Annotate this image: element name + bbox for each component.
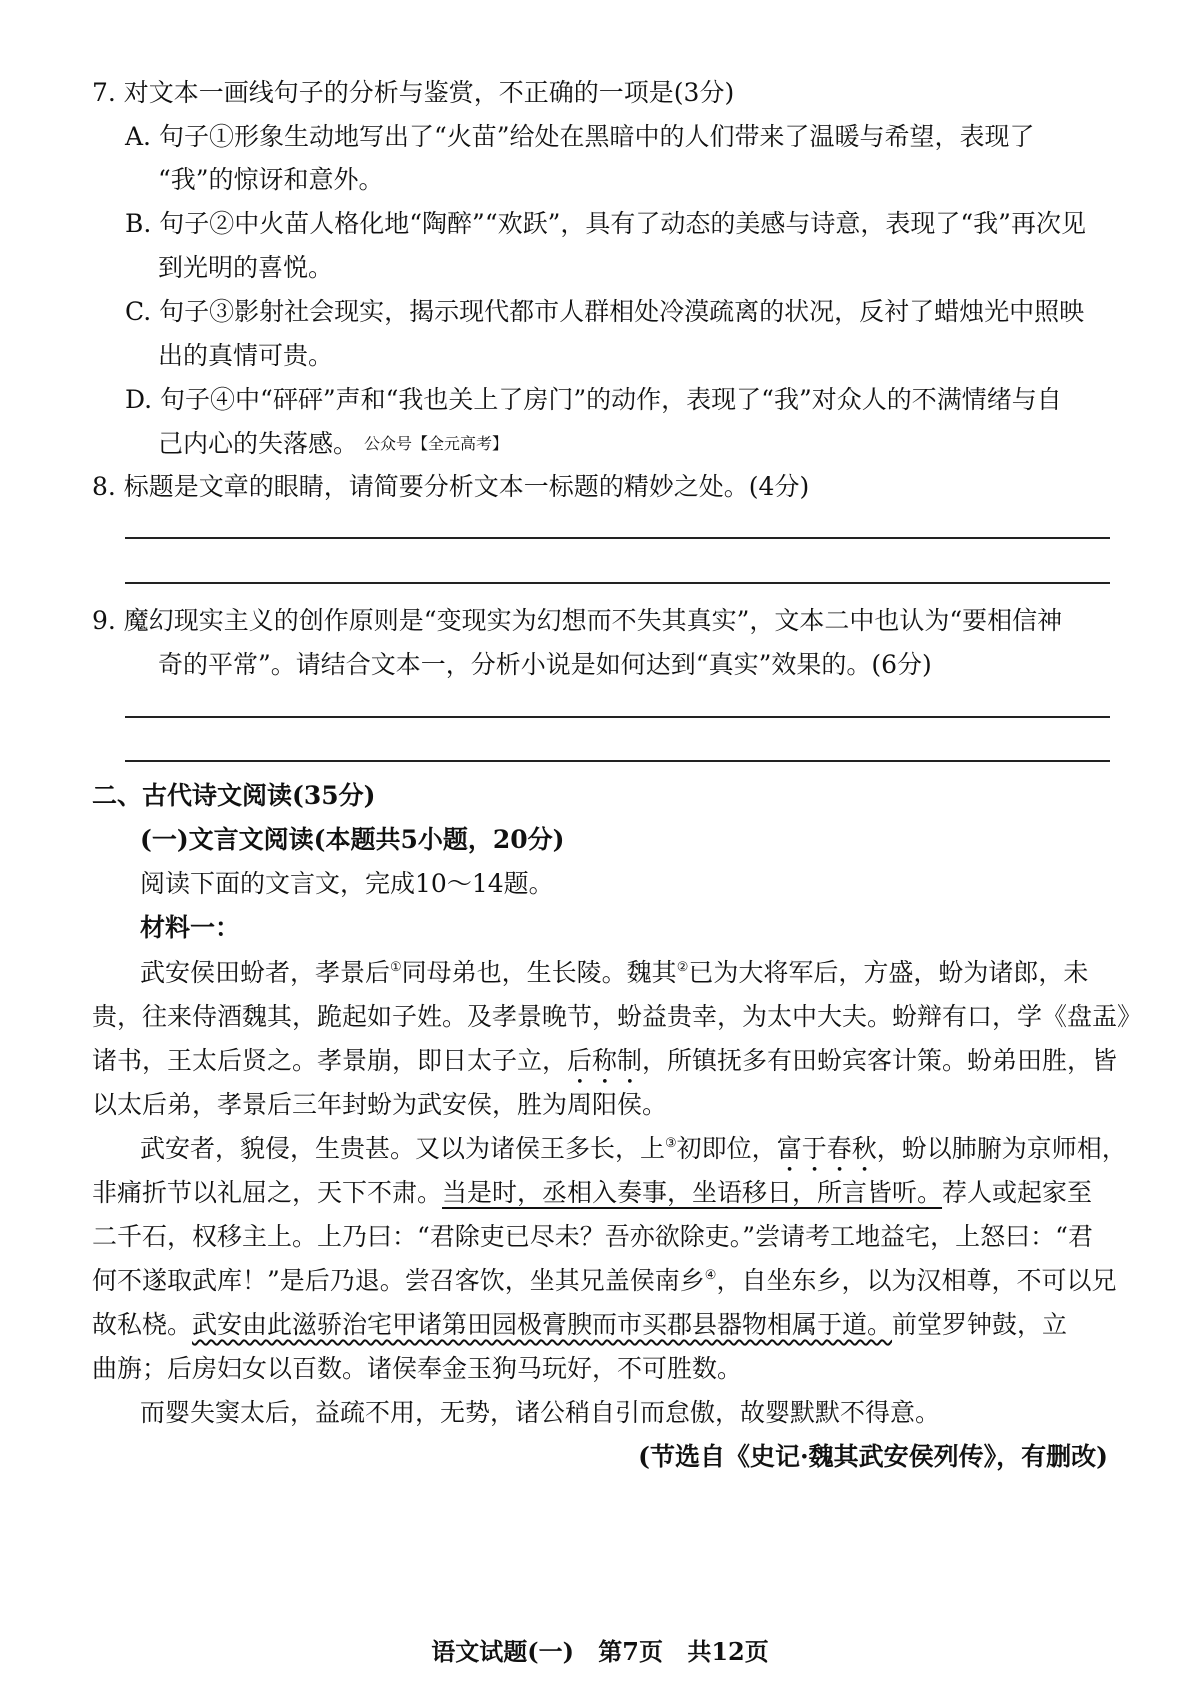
passage-text: 武安侯田蚡者，孝景后 — [140, 958, 391, 987]
passage-text: ，蚡以肺腑为京师相， — [876, 1134, 1127, 1163]
passage-line — [92, 1176, 1092, 1210]
passage-line: 以太后弟，孝景后三年封蚡为武安侯，胜为周阳侯。 — [92, 1090, 668, 1119]
option-7b-line1: B. 句子②中火苗人格化地“陶醉”“欢跃”，具有了动态的美感与诗意，表现了“我”再次见 — [125, 209, 1086, 238]
answer-line-9-1 — [125, 716, 1110, 718]
passage-text: ，自坐东乡，以为汉相尊，不可以兄 — [716, 1266, 1117, 1295]
page-total: 共12页 — [687, 1637, 769, 1666]
question-8-stem: 8. 标题是文章的眼睛，请简要分析文本一标题的精妙之处。(4分) — [92, 472, 810, 501]
option-7c-line2: 出的真情可贵。 — [158, 341, 334, 370]
footnote-mark: ① — [390, 960, 402, 975]
passage-text: 诸书，王太后贤之。孝景崩，即日太子立， — [92, 1046, 568, 1075]
passage-line: 而婴失窦太后，益疏不用，无势，诸公稍自引而怠傲，故婴默默不得意。 — [140, 1398, 941, 1427]
page-footer — [0, 1636, 1200, 1668]
passage-line: 贵，往来侍酒魏其，跪起如子姓。及孝景晚节，蚡益贵幸，为太中大夫。蚡辩有口，学《盘盂》 — [92, 1002, 1143, 1031]
option-7b-line2: 到光明的喜悦。 — [158, 253, 334, 282]
passage-text: ，所镇抚多有田蚡宾客计策。蚡弟田胜，皆 — [642, 1046, 1118, 1075]
footnote-mark: ④ — [704, 1268, 717, 1283]
section-heading: 二、古代诗文阅读(35分) — [92, 781, 376, 810]
passage-line — [92, 1044, 1117, 1090]
source-citation: (节选自《史记·魏其武安侯列传》，有删改) — [638, 1442, 1108, 1471]
footnote-mark: ② — [676, 960, 689, 975]
dotted-phrase: 后称制 — [567, 1046, 643, 1075]
footnote-mark: ③ — [665, 1136, 677, 1151]
passage-line — [92, 1308, 1067, 1342]
passage-line — [140, 1132, 1127, 1178]
option-7d-text: 己内心的失落感。 — [158, 429, 359, 458]
passage-line: 曲旃；后房妇女以百数。诸侯奉金玉狗马玩好，不可胜数。 — [92, 1354, 743, 1383]
question-7-stem: 7. 对文本一画线句子的分析与鉴赏，不正确的一项是(3分) — [92, 78, 735, 107]
option-7a-line2: “我”的惊讶和意外。 — [158, 165, 384, 194]
passage-line — [140, 956, 1088, 990]
passage-text: 前堂罗钟鼓，立 — [892, 1310, 1068, 1339]
question-9-line1: 9. 魔幻现实主义的创作原则是“变现实为幻想而不失其真实”，文本二中也认为“要相信神 — [92, 606, 1063, 635]
exam-title: 语文试题(一) — [431, 1637, 574, 1666]
passage-text: 初即位， — [676, 1134, 777, 1163]
material-label: 材料一： — [140, 913, 241, 942]
passage-text: 已为大将军后，方盛，蚡为诸郎，未 — [688, 958, 1089, 987]
passage-text: 非痛折节以礼屈之，天下不肃。 — [92, 1178, 443, 1207]
subsection-heading: (一)文言文阅读(本题共5小题，20分) — [140, 825, 565, 854]
dotted-phrase: 富于春秋 — [776, 1134, 877, 1163]
answer-line-9-2 — [125, 760, 1110, 762]
passage-text: 武安者，貌侵，生贵甚。又以为诸侯王多长，上 — [140, 1134, 666, 1163]
underlined-sentence: 当是时，丞相入奏事，坐语移日，所言皆听。 — [442, 1178, 943, 1207]
option-7a-line1: A. 句子①形象生动地写出了“火苗”给处在黑暗中的人们带来了温暖与希望，表现了 — [125, 122, 1035, 151]
option-7d-line1: D. 句子④中“砰砰”声和“我也关上了房门”的动作，表现了“我”对众人的不满情绪与自 — [125, 385, 1062, 414]
passage-text: 荐人或起家至 — [942, 1178, 1093, 1207]
question-9-line2: 奇的平常”。请结合文本一，分析小说是如何达到“真实”效果的。(6分) — [158, 650, 932, 679]
watermark: 公众号【全元高考】 — [364, 434, 509, 453]
passage-text: 同母弟也，生长陵。魏其 — [401, 958, 677, 987]
option-7d-line2 — [158, 427, 508, 461]
option-7c-line1: C. 句子③影射社会现实，揭示现代都市人群相处冷漠疏离的状况，反衬了蜡烛光中照映 — [125, 297, 1085, 326]
passage-line: 二千石，权移主上。上乃曰：“君除吏已尽未？吾亦欲除吏。”尝请考工地益宅，上怒曰：“君 — [92, 1222, 1093, 1251]
wavy-underlined-sentence: 武安由此滋骄治宅甲诸第田园极膏腴而市买郡县器物相属于道。 — [192, 1310, 893, 1339]
passage-text: 故私桡。 — [92, 1310, 193, 1339]
answer-line-8-1 — [125, 537, 1110, 539]
passage-text: 何不遂取武库！”是后乃退。尝召客饮，坐其兄盖侯南乡 — [92, 1266, 705, 1295]
answer-line-8-2 — [125, 582, 1110, 584]
passage-line — [92, 1264, 1116, 1298]
reading-instruction: 阅读下面的文言文，完成10～14题。 — [140, 869, 554, 898]
page-number: 第7页 — [598, 1637, 663, 1666]
